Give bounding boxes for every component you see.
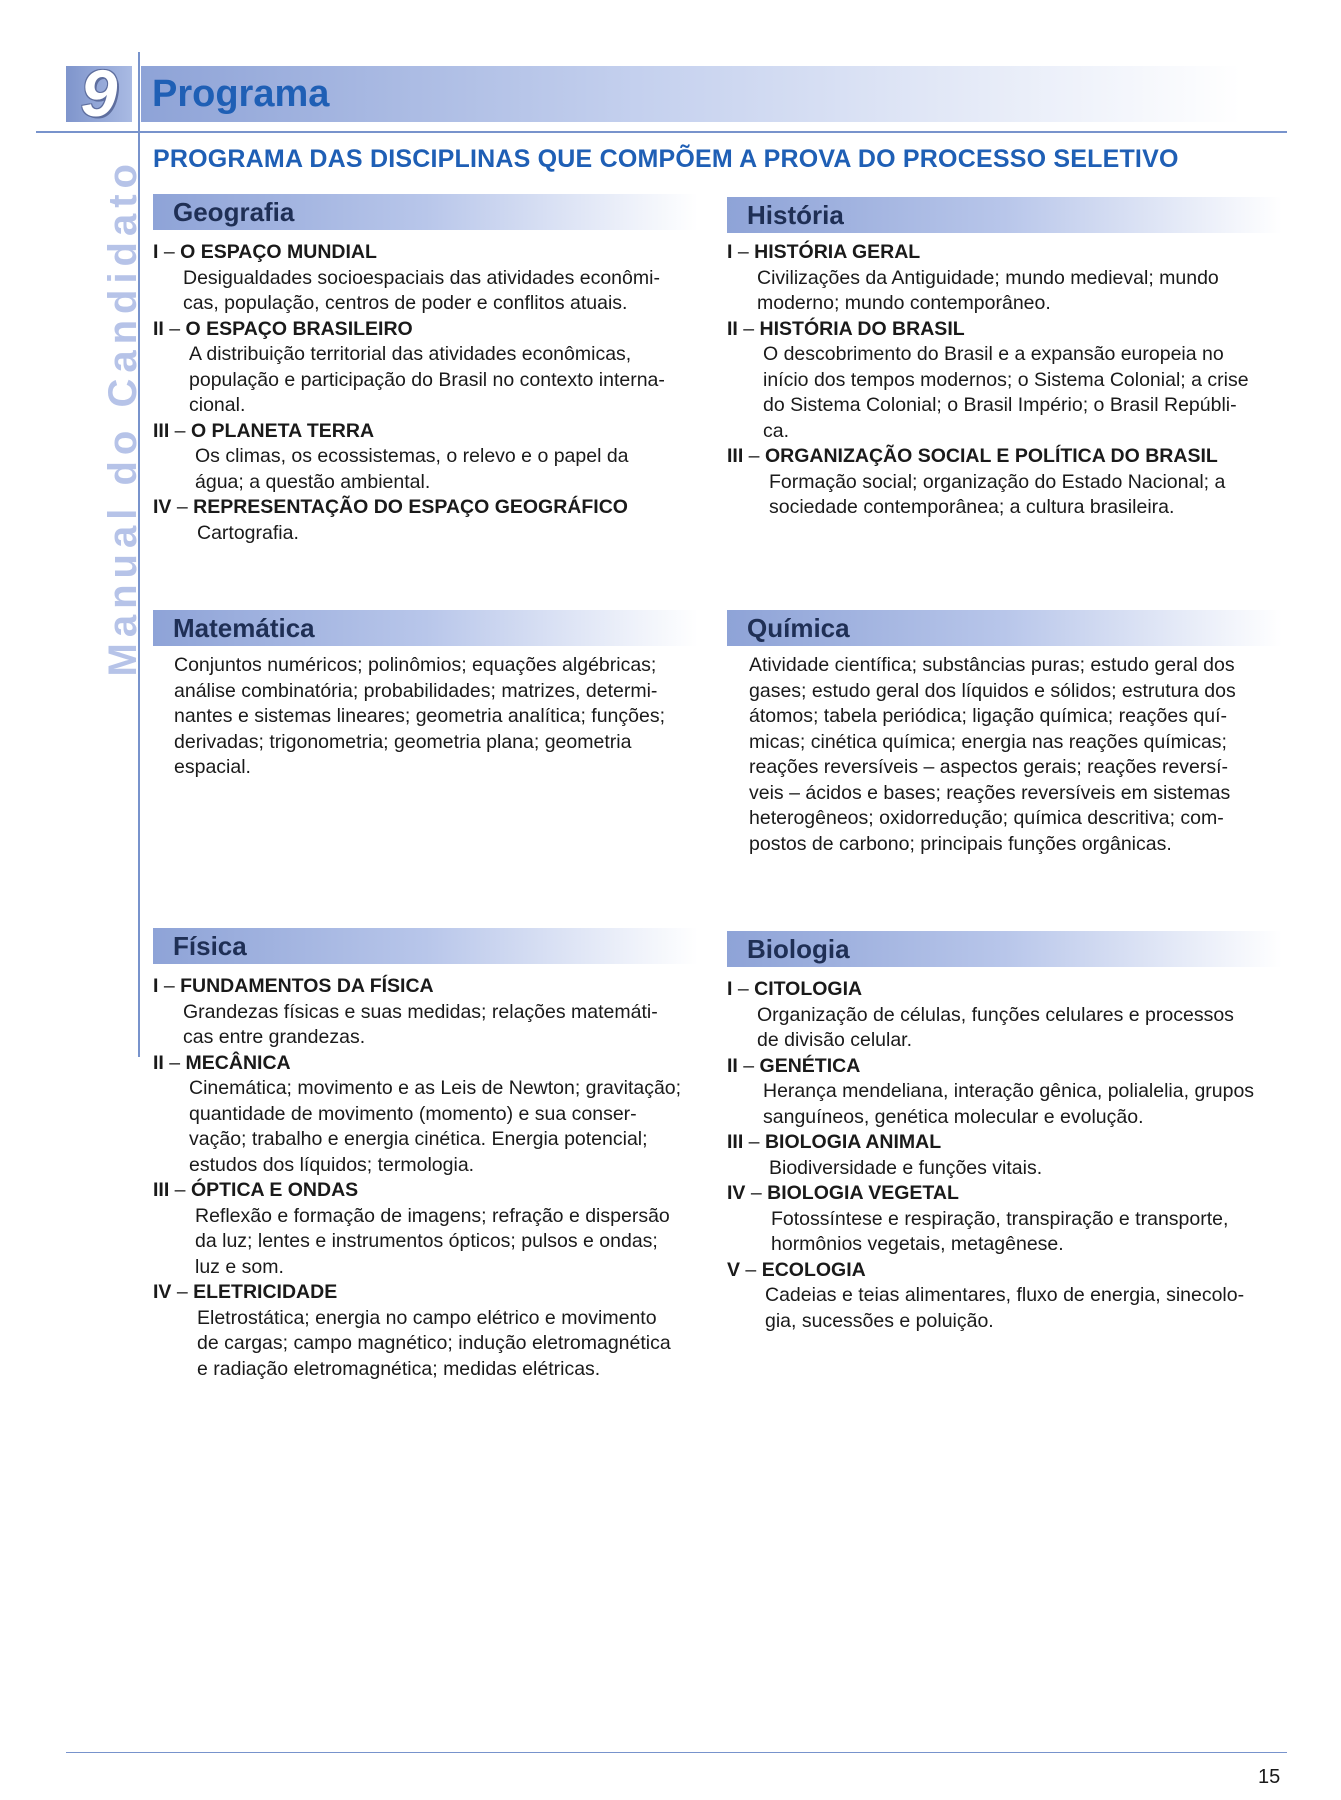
item-title: REPRESENTAÇÃO DO ESPAÇO GEOGRÁFICO	[193, 496, 628, 518]
list-item: I – HISTÓRIA GERAL Civilizações da Antiguidade; mundo medieval; mundo moderno; mundo contemporâneo.	[727, 240, 1287, 317]
item-line: O descobrimento do Brasil e a expansão europeia no	[763, 343, 1224, 365]
item-roman: IV	[153, 496, 172, 518]
item-line: Cadeias e teias alimentares, fluxo de energia, sinecolo-	[765, 1284, 1245, 1306]
paragraph-line: nantes e sistemas lineares; geometria analítica; funções;	[174, 705, 666, 727]
chapter-number: 9	[80, 56, 118, 130]
item-line: gia, sucessões e poluição.	[765, 1309, 994, 1332]
item-title: ELETRICIDADE	[193, 1281, 338, 1303]
item-line: Formação social; organização do Estado Nacional; a	[769, 470, 1226, 493]
item-title: CITOLOGIA	[754, 978, 863, 1000]
item-title: BIOLOGIA VEGETAL	[767, 1182, 959, 1204]
item-line: início dos tempos modernos; o Sistema Colonial; a crise	[763, 368, 1249, 391]
footer-rule	[66, 1752, 1287, 1753]
item-line: e radiação eletromagnética; medidas elétricas.	[197, 1357, 601, 1380]
page-subtitle: PROGRAMA DAS DISCIPLINAS QUE COMPÕEM A PROVA DO PROCESSO SELETIVO	[153, 145, 1179, 173]
item-line: Reflexão e formação de imagens; refração e dispersão	[195, 1204, 670, 1227]
item-title: MECÂNICA	[185, 1051, 291, 1074]
item-title: ORGANIZAÇÃO SOCIAL E POLÍTICA DO BRASIL	[764, 445, 1218, 467]
section-body-quimica	[749, 653, 1289, 857]
item-roman: III	[153, 1179, 170, 1201]
item-line: Os climas, os ecossistemas, o relevo e o papel da	[195, 445, 629, 467]
page-number: 15	[1258, 1766, 1281, 1788]
paragraph-line: reações reversíveis – aspectos gerais; reações reversí-	[749, 756, 1229, 778]
item-line: quantidade de movimento (momento) e sua conser-	[189, 1102, 637, 1125]
item-roman: IV	[727, 1182, 746, 1204]
section-header-fisica: Física	[153, 928, 698, 964]
item-line: da luz; lentes e instrumentos ópticos; pulsos e ondas;	[195, 1230, 658, 1252]
paragraph-line: heterogêneos; oxidorredução; química descritiva; com-	[749, 807, 1224, 829]
item-roman: IV	[153, 1281, 172, 1303]
item-roman: III	[153, 419, 170, 442]
item-line: cional.	[189, 394, 246, 416]
item-line: ca.	[763, 419, 790, 442]
list-item: II – HISTÓRIA DO BRASIL O descobrimento do Brasil e a expansão europeia no início dos tempos modernos; o Sistema Colonial; a crise do Sistema Colonial; o Brasil Império; o Brasil Repúbli- ca.	[727, 317, 1287, 445]
list-item: I – FUNDAMENTOS DA FÍSICA Grandezas físicas e suas medidas; relações matemáti- cas entre grandezas.	[153, 974, 723, 1051]
list-item: II – GENÉTICA Herança mendeliana, interação gênica, polialelia, grupos sanguíneos, genética molecular e evolução.	[727, 1054, 1297, 1131]
paragraph-line: veis – ácidos e bases; reações reversíveis em sistemas	[749, 781, 1231, 804]
item-line: Grandezas físicas e suas medidas; relações matemáti-	[183, 1000, 658, 1023]
section-body-historia	[727, 240, 1287, 521]
item-line: do Sistema Colonial; o Brasil Império; o Brasil Repúbli-	[763, 394, 1237, 416]
item-roman: II	[153, 317, 164, 340]
item-roman: I	[727, 978, 733, 1000]
item-title: ECOLOGIA	[761, 1258, 866, 1281]
item-title: O PLANETA TERRA	[190, 419, 375, 442]
item-roman: II	[727, 317, 738, 340]
list-item: I – CITOLOGIA Organização de células, funções celulares e processos de divisão celular.	[727, 977, 1297, 1054]
paragraph-line: derivadas; trigonometria; geometria plana; geometria	[174, 730, 632, 753]
paragraph-line: Atividade científica; substâncias puras; estudo geral dos	[749, 654, 1235, 676]
list-item: I – O ESPAÇO MUNDIAL Desigualdades socioespaciais das atividades econômi- cas, população, centros de poder e conflitos atuais.	[153, 240, 713, 317]
item-title: GENÉTICA	[759, 1054, 861, 1077]
section-header-biologia: Biologia	[727, 931, 1282, 967]
section-body-matematica	[174, 653, 714, 781]
item-title: FUNDAMENTOS DA FÍSICA	[180, 975, 434, 997]
list-item: II – O ESPAÇO BRASILEIRO A distribuição territorial das atividades econômicas, população e participação do Brasil no contexto interna- cional.	[153, 317, 713, 419]
item-line: população e participação do Brasil no contexto interna-	[189, 368, 665, 391]
list-item: III – O PLANETA TERRA Os climas, os ecossistemas, o relevo e o papel da água; a questão ambiental.	[153, 419, 713, 496]
item-line: cas, população, centros de poder e conflitos atuais.	[183, 292, 628, 314]
item-roman: II	[727, 1054, 738, 1077]
list-item: II – MECÂNICA Cinemática; movimento e as Leis de Newton; gravitação; quantidade de movimento (momento) e sua conser- vação; trabalho e energia cinética. Energia potencial; estudos dos líquidos; termologia.	[153, 1051, 723, 1179]
section-body-geografia	[153, 240, 713, 546]
paragraph-line: análise combinatória; probabilidades; matrizes, determi-	[174, 679, 658, 702]
paragraph-line: micas; cinética química; energia nas reações químicas;	[749, 730, 1227, 753]
item-line: moderno; mundo contemporâneo.	[757, 292, 1051, 314]
item-line: sanguíneos, genética molecular e evolução.	[763, 1105, 1144, 1128]
list-item: III – ÓPTICA E ONDAS Reflexão e formação de imagens; refração e dispersão da luz; lentes e instrumentos ópticos; pulsos e ondas; luz e som.	[153, 1178, 723, 1280]
section-header-matematica: Matemática	[153, 610, 698, 646]
item-line: Eletrostática; energia no campo elétrico e movimento	[197, 1306, 657, 1329]
item-line: água; a questão ambiental.	[195, 470, 431, 493]
item-line: sociedade contemporânea; a cultura brasileira.	[769, 496, 1175, 518]
item-roman: V	[727, 1258, 741, 1281]
paragraph-line: gases; estudo geral dos líquidos e sólidos; estrutura dos	[749, 679, 1236, 702]
item-line: vação; trabalho e energia cinética. Energia potencial;	[189, 1128, 648, 1150]
item-line: luz e som.	[195, 1255, 284, 1278]
paragraph-line: Conjuntos numéricos; polinômios; equações algébricas;	[174, 654, 657, 676]
item-line: Cinemática; movimento e as Leis de Newton; gravitação;	[189, 1077, 682, 1099]
item-line: de cargas; campo magnético; indução eletromagnética	[197, 1332, 671, 1354]
header-rule	[36, 131, 1287, 133]
list-item: III – BIOLOGIA ANIMAL Biodiversidade e funções vitais.	[727, 1130, 1297, 1181]
side-label: Manual do Candidato	[101, 158, 145, 677]
item-title: ÓPTICA E ONDAS	[190, 1179, 359, 1201]
item-roman: III	[727, 445, 744, 467]
section-header-geografia: Geografia	[153, 194, 698, 230]
item-line: de divisão celular.	[757, 1029, 913, 1051]
item-title: O ESPAÇO MUNDIAL	[180, 241, 377, 263]
list-item: IV – BIOLOGIA VEGETAL Fotossíntese e respiração, transpiração e transporte, hormônios vegetais, metagênese.	[727, 1181, 1297, 1258]
item-roman: II	[153, 1051, 164, 1074]
item-roman: I	[153, 241, 159, 263]
item-line: cas entre grandezas.	[183, 1026, 366, 1048]
item-line: A distribuição territorial das atividades econômicas,	[189, 343, 632, 365]
list-item: III – ORGANIZAÇÃO SOCIAL E POLÍTICA DO BRASIL Formação social; organização do Estado Nacional; a sociedade contemporânea; a cultura brasileira.	[727, 444, 1287, 521]
item-title: HISTÓRIA GERAL	[754, 241, 921, 263]
list-item: IV – REPRESENTAÇÃO DO ESPAÇO GEOGRÁFICO Cartografia.	[153, 495, 713, 546]
list-item: IV – ELETRICIDADE Eletrostática; energia no campo elétrico e movimento de cargas; campo magnético; indução eletromagnética e radiação eletromagnética; medidas elétricas.	[153, 1280, 723, 1382]
item-line: Biodiversidade e funções vitais.	[769, 1156, 1043, 1179]
item-roman: I	[727, 241, 733, 263]
item-line: Desigualdades socioespaciais das atividades econômi-	[183, 266, 660, 289]
paragraph-line: postos de carbono; principais funções orgânicas.	[749, 832, 1172, 855]
item-roman: III	[727, 1131, 744, 1153]
paragraph-line: espacial.	[174, 756, 251, 778]
page-title: Programa	[152, 73, 330, 115]
chapter-number-box	[66, 56, 132, 130]
section-header-quimica: Química	[727, 610, 1282, 646]
item-title: O ESPAÇO BRASILEIRO	[185, 317, 413, 340]
item-line: estudos dos líquidos; termologia.	[189, 1153, 475, 1176]
item-roman: I	[153, 975, 159, 997]
paragraph-line: átomos; tabela periódica; ligação química; reações quí-	[749, 705, 1228, 727]
list-item: V – ECOLOGIA Cadeias e teias alimentares, fluxo de energia, sinecolo- gia, sucessões e poluição.	[727, 1258, 1297, 1335]
item-title: HISTÓRIA DO BRASIL	[759, 317, 965, 340]
item-line: hormônios vegetais, metagênese.	[771, 1233, 1064, 1255]
item-line: Civilizações da Antiguidade; mundo medieval; mundo	[757, 266, 1219, 289]
item-line: Organização de células, funções celulares e processos	[757, 1003, 1234, 1026]
item-line: Cartografia.	[197, 521, 299, 544]
section-body-biologia	[727, 977, 1297, 1334]
item-line: Fotossíntese e respiração, transpiração e transporte,	[771, 1207, 1229, 1230]
section-header-historia: História	[727, 197, 1282, 233]
section-body-fisica	[153, 974, 723, 1382]
item-title: BIOLOGIA ANIMAL	[764, 1131, 942, 1153]
item-line: Herança mendeliana, interação gênica, polialelia, grupos	[763, 1080, 1255, 1102]
